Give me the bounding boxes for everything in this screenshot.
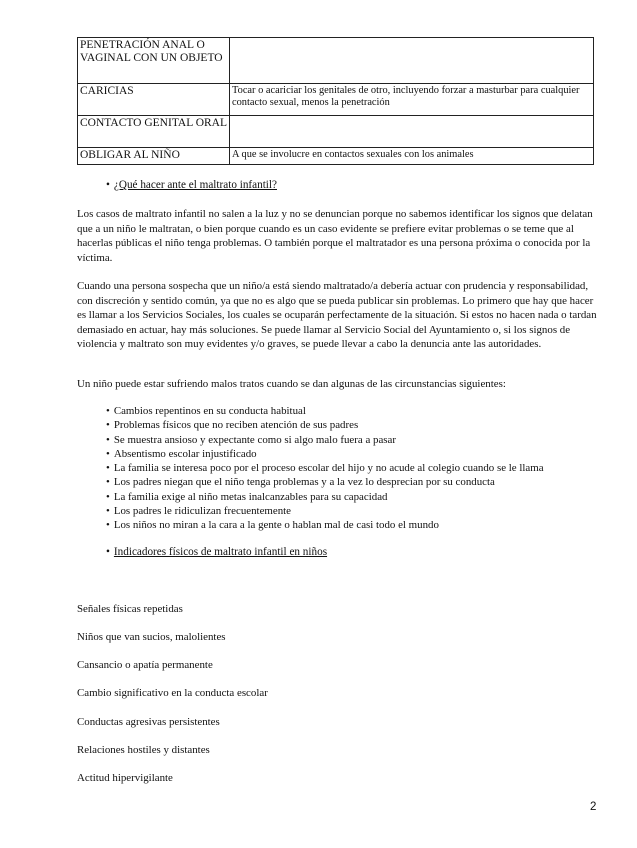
section-heading-physical-indicators [106, 546, 327, 558]
list-item: • La familia se interesa poco por el proceso escolar del hijo y no acude al colegio cuando se le llama [106, 461, 544, 475]
table-term: PENETRACIÓN ANAL O VAGINAL CON UN OBJETO [78, 38, 230, 84]
table-row [78, 148, 594, 165]
list-item: • La familia exige al niño metas inalcanzables para su capacidad [106, 490, 544, 504]
indicator-line: Cansancio o apatía permanente [77, 659, 213, 671]
section-heading-text: ¿Qué hacer ante el maltrato infantil? [113, 179, 277, 191]
table-definition [230, 38, 594, 84]
table-row [78, 84, 594, 116]
paragraph: Un niño puede estar sufriendo malos tratos cuando se dan algunas de las circunstancias siguientes: [77, 378, 506, 390]
list-item: • Problemas físicos que no reciben atención de sus padres [106, 418, 544, 432]
abuse-definitions-table [77, 37, 594, 165]
list-item: • Se muestra ansioso y expectante como si algo malo fuera a pasar [106, 433, 544, 447]
indicator-line: Actitud hipervigilante [77, 772, 173, 784]
indicator-line: Cambio significativo en la conducta escolar [77, 687, 268, 699]
table-definition: Tocar o acariciar los genitales de otro, incluyendo forzar a masturbar para cualquier contacto sexual, menos la penetración [230, 84, 594, 116]
list-item: • Absentismo escolar injustificado [106, 447, 544, 461]
indicator-line: Señales físicas repetidas [77, 603, 183, 615]
indicator-line: Niños que van sucios, malolientes [77, 631, 226, 643]
list-item: • Los padres niegan que el niño tenga problemas y a la vez lo desprecian por su conducta [106, 475, 544, 489]
table-term: OBLIGAR AL NIÑO [78, 148, 230, 165]
list-item: • Cambios repentinos en su conducta habitual [106, 404, 544, 418]
warning-signs-list [106, 404, 544, 533]
page-number: 2 [590, 801, 597, 813]
table-row [78, 38, 594, 84]
indicator-line: Relaciones hostiles y distantes [77, 744, 210, 756]
table-term: CONTACTO GENITAL ORAL [78, 116, 230, 148]
paragraph: Los casos de maltrato infantil no salen a la luz y no se denuncian porque no sabemos identificar los signos que delatan que a un niño le maltratan, o bien porque cuando es un caso evidente se prefiere evitar problemas o se teme que al hacerlas públicas el niño tenga problemas. O también porque el maltratador es una persona próxima o conocida por la víctima. [77, 208, 593, 264]
table-definition: A que se involucre en contactos sexuales con los animales [230, 148, 594, 165]
list-item: • Los niños no miran a la cara a la gente o hablan mal de casi todo el mundo [106, 518, 544, 532]
table-term: CARICIAS [78, 84, 230, 116]
table-row [78, 116, 594, 148]
table-definition [230, 116, 594, 148]
section-heading-what-to-do [106, 179, 277, 191]
paragraph: Cuando una persona sospecha que un niño/a está siendo maltratado/a debería actuar con prudencia y responsabilidad, con discreción y sentido común, ya que no es algo que se pueda publicar sin problemas. Lo primero que hay que hacer es llamar a los Servicios Sociales, los cuales se ocuparán perfectamente de la situación. Si estos no hacen nada o tardan demasiado en actuar, hay más soluciones. Se puede llamar al Servicio Social del Ayuntamiento o, si los signos de violencia y maltrato son muy evidentes y/o graves, se puede llevar a cabo la denuncia ante las autoridades. [77, 280, 597, 350]
bullet-icon: • [106, 546, 110, 558]
list-item: • Los padres le ridiculizan frecuentemente [106, 504, 544, 518]
bullet-icon: • [106, 179, 110, 191]
section-heading-text: Indicadores físicos de maltrato infantil en niños [113, 546, 328, 558]
indicator-line: Conductas agresivas persistentes [77, 716, 220, 728]
